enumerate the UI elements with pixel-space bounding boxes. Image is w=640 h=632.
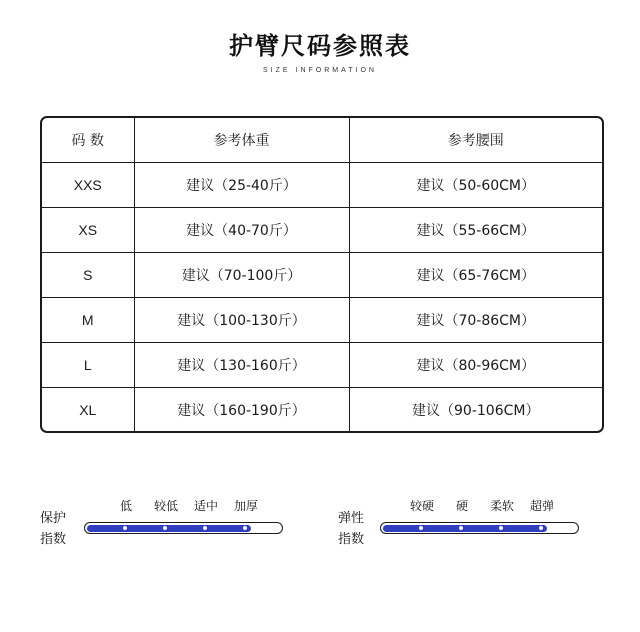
waist-cell: 建议（65-76CM） [349, 252, 602, 297]
waist-cell: 建议（90-106CM） [412, 402, 540, 419]
size-cell: S [42, 252, 134, 297]
header-waist: 参考腰围 [349, 118, 602, 162]
protection-level-1: 低 [119, 499, 133, 513]
protection-level-3: 适中 [193, 499, 219, 513]
level-marker-dot [419, 526, 423, 530]
table-row [42, 342, 602, 387]
weight-cell: 建议（70-100斤） [134, 252, 349, 297]
header-weight: 参考体重 [134, 118, 349, 162]
weight-cell: 建议（130-160斤） [134, 342, 349, 387]
page-subtitle: SIZE INFORMATION [263, 67, 377, 74]
waist-cell: 建议（70-86CM） [349, 297, 602, 342]
elasticity-label-line1: 弹性 [338, 511, 365, 526]
level-marker-dot [499, 526, 503, 530]
level-marker-dot [459, 526, 463, 530]
protection-level-4: 加厚 [233, 499, 259, 513]
size-cell: M [42, 297, 134, 342]
elasticity-bar-fill [383, 525, 547, 532]
table-header-row [42, 118, 602, 162]
page-title: 护臂尺码参照表 [229, 32, 411, 60]
weight-cell: 建议（160-190斤） [134, 387, 349, 432]
size-cell: XS [42, 207, 134, 252]
table-row [42, 252, 602, 297]
table-row [42, 387, 602, 432]
protection-bar-fill [87, 525, 251, 532]
protection-label [40, 508, 74, 550]
level-marker-dot [243, 526, 247, 530]
waist-cell: 建议（50-60CM） [349, 162, 602, 207]
size-table [40, 116, 604, 433]
elasticity-level-3: 柔软 [489, 499, 515, 513]
level-marker-dot [123, 526, 127, 530]
weight-cell: 建议（40-70斤） [134, 207, 349, 252]
table-row [42, 297, 602, 342]
size-cell: XXS [42, 162, 134, 207]
size-cell: XL [42, 387, 134, 432]
weight-cell: 建议（25-40斤） [134, 162, 349, 207]
protection-label-line2: 指数 [40, 532, 67, 547]
level-marker-dot [203, 526, 207, 530]
elasticity-level-4: 超弹 [529, 499, 555, 513]
level-marker-dot [539, 526, 543, 530]
level-marker-dot [163, 526, 167, 530]
header-size: 码 数 [42, 118, 134, 162]
protection-scale [40, 496, 290, 552]
elasticity-level-1: 较硬 [409, 499, 435, 513]
table-row [42, 162, 602, 207]
elasticity-label-line2: 指数 [338, 532, 365, 547]
elasticity-label [338, 508, 372, 550]
elasticity-scale [338, 496, 588, 552]
size-cell: L [42, 342, 134, 387]
protection-level-2: 较低 [153, 499, 179, 513]
elasticity-bar [380, 522, 579, 534]
weight-cell: 建议（100-130斤） [134, 297, 349, 342]
waist-cell: 建议（80-96CM） [349, 342, 602, 387]
table-row [42, 207, 602, 252]
waist-cell: 建议（55-66CM） [349, 207, 602, 252]
protection-bar [84, 522, 283, 534]
elasticity-level-2: 硬 [455, 499, 469, 513]
protection-label-line1: 保护 [40, 511, 67, 526]
